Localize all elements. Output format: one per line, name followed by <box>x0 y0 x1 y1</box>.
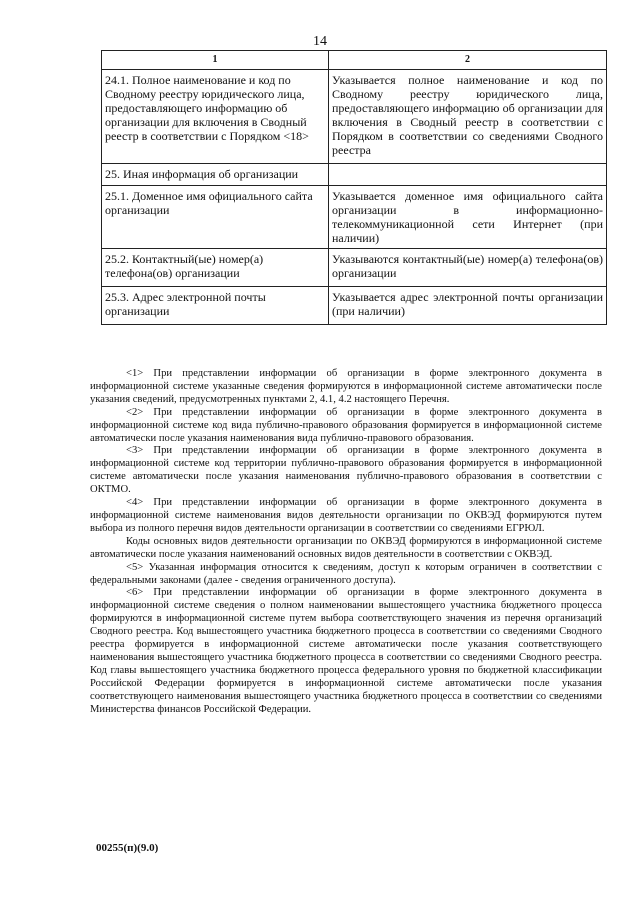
info-table <box>101 50 607 325</box>
table-row <box>102 164 607 186</box>
page-number: 14 <box>313 34 327 49</box>
table-row <box>102 186 607 249</box>
footnotes <box>90 368 602 716</box>
footnote: <5> Указанная информация относится к сведениям, доступ к которым ограничен в соответствии с федеральными законами (далее - сведения ограниченного доступа). <box>90 561 602 586</box>
row-label: 25.2. Контактный(ые) номер(а) телефона(ов) организации <box>102 249 329 287</box>
table-header-row <box>102 51 607 70</box>
row-label: 25. Иная информация об организации <box>102 164 329 186</box>
footnote: <4> При представлении информации об организации в форме электронного документа в информационной системе наименования видов деятельности организации по ОКВЭД формируются путем выбора из полного перечня видов деятельности организации в соответствии со сведениями ЕГРЮЛ. <box>90 497 602 534</box>
footnote: <2> При представлении информации об организации в форме электронного документа в информационной системе код вида публично-правового образования формируется в информационной системе автоматически после указания наименования вида публично-правового образования. <box>90 406 602 444</box>
footnote: <1> При представлении информации об организации в форме электронного документа в информационной системе указанные сведения формируются в информационной системе автоматически после указания сведений, предусмотренных пунктами 2, 4.1, 4.2 настоящего Перечня. <box>90 368 602 405</box>
table-row <box>102 287 607 325</box>
row-description: Указывается доменное имя официального сайта организации в информационно-телекоммуникационной сети Интернет (при наличии) <box>329 186 607 249</box>
document-code: 00255(п)(9.0) <box>96 842 159 854</box>
row-description <box>329 164 607 186</box>
row-description: Указываются контактный(ые) номер(а) телефона(ов) организации <box>329 249 607 287</box>
row-label: 25.3. Адрес электронной почты организации <box>102 287 329 325</box>
table-row <box>102 249 607 287</box>
table-row <box>102 70 607 164</box>
row-description: Указывается адрес электронной почты организации (при наличии) <box>329 287 607 325</box>
header-col-1: 1 <box>102 51 329 70</box>
header-col-2: 2 <box>329 51 607 70</box>
row-description: Указывается полное наименование и код по Сводному реестру юридического лица, предоставляющего информацию об организации для включения в Сводный реестр в соответствии с Порядком в соответствии со сведениями Сводного реестра <box>329 70 607 164</box>
footnote: <6> При представлении информации об организации в форме электронного документа в информационной системе сведения о полном наименовании вышестоящего участника бюджетного процесса формируются в информационной системе путем выбора соответствующего значения из перечня организаций Сводного реестра. Код вышестоящего участника бюджетного процесса в соответствии со сведениями Сводного реестра формируется в информационной системе автоматически после указания соответствующего наименования вышестоящего участника бюджетного процесса в соответствии со сведениями Сводного реестра. Код главы вышестоящего участника бюджетного процесса федерального уровня по бюджетной классификации Российской Федерации формируется в информационной системе автоматически после указания соответствующего наименования вышестоящего участника бюджетного процесса в соответствии со сведениями Министерства финансов Российской Федерации. <box>90 587 602 715</box>
footnote: Коды основных видов деятельности организации по ОКВЭД формируются в информационной системе автоматически после указания наименований основных видов деятельности в соответствии с ОКВЭД. <box>90 535 602 560</box>
row-label: 25.1. Доменное имя официального сайта организации <box>102 186 329 249</box>
row-label: 24.1. Полное наименование и код по Сводному реестру юридического лица, предоставляющего информацию об организации для включения в Сводный реестр в соответствии с Порядком <18> <box>102 70 329 164</box>
footnote: <3> При представлении информации об организации в форме электронного документа в информационной системе код территории публично-правового образования формируется в информационной системе автоматически после указания наименования публично-правового образования в соответствии с ОКТМО. <box>90 445 602 496</box>
